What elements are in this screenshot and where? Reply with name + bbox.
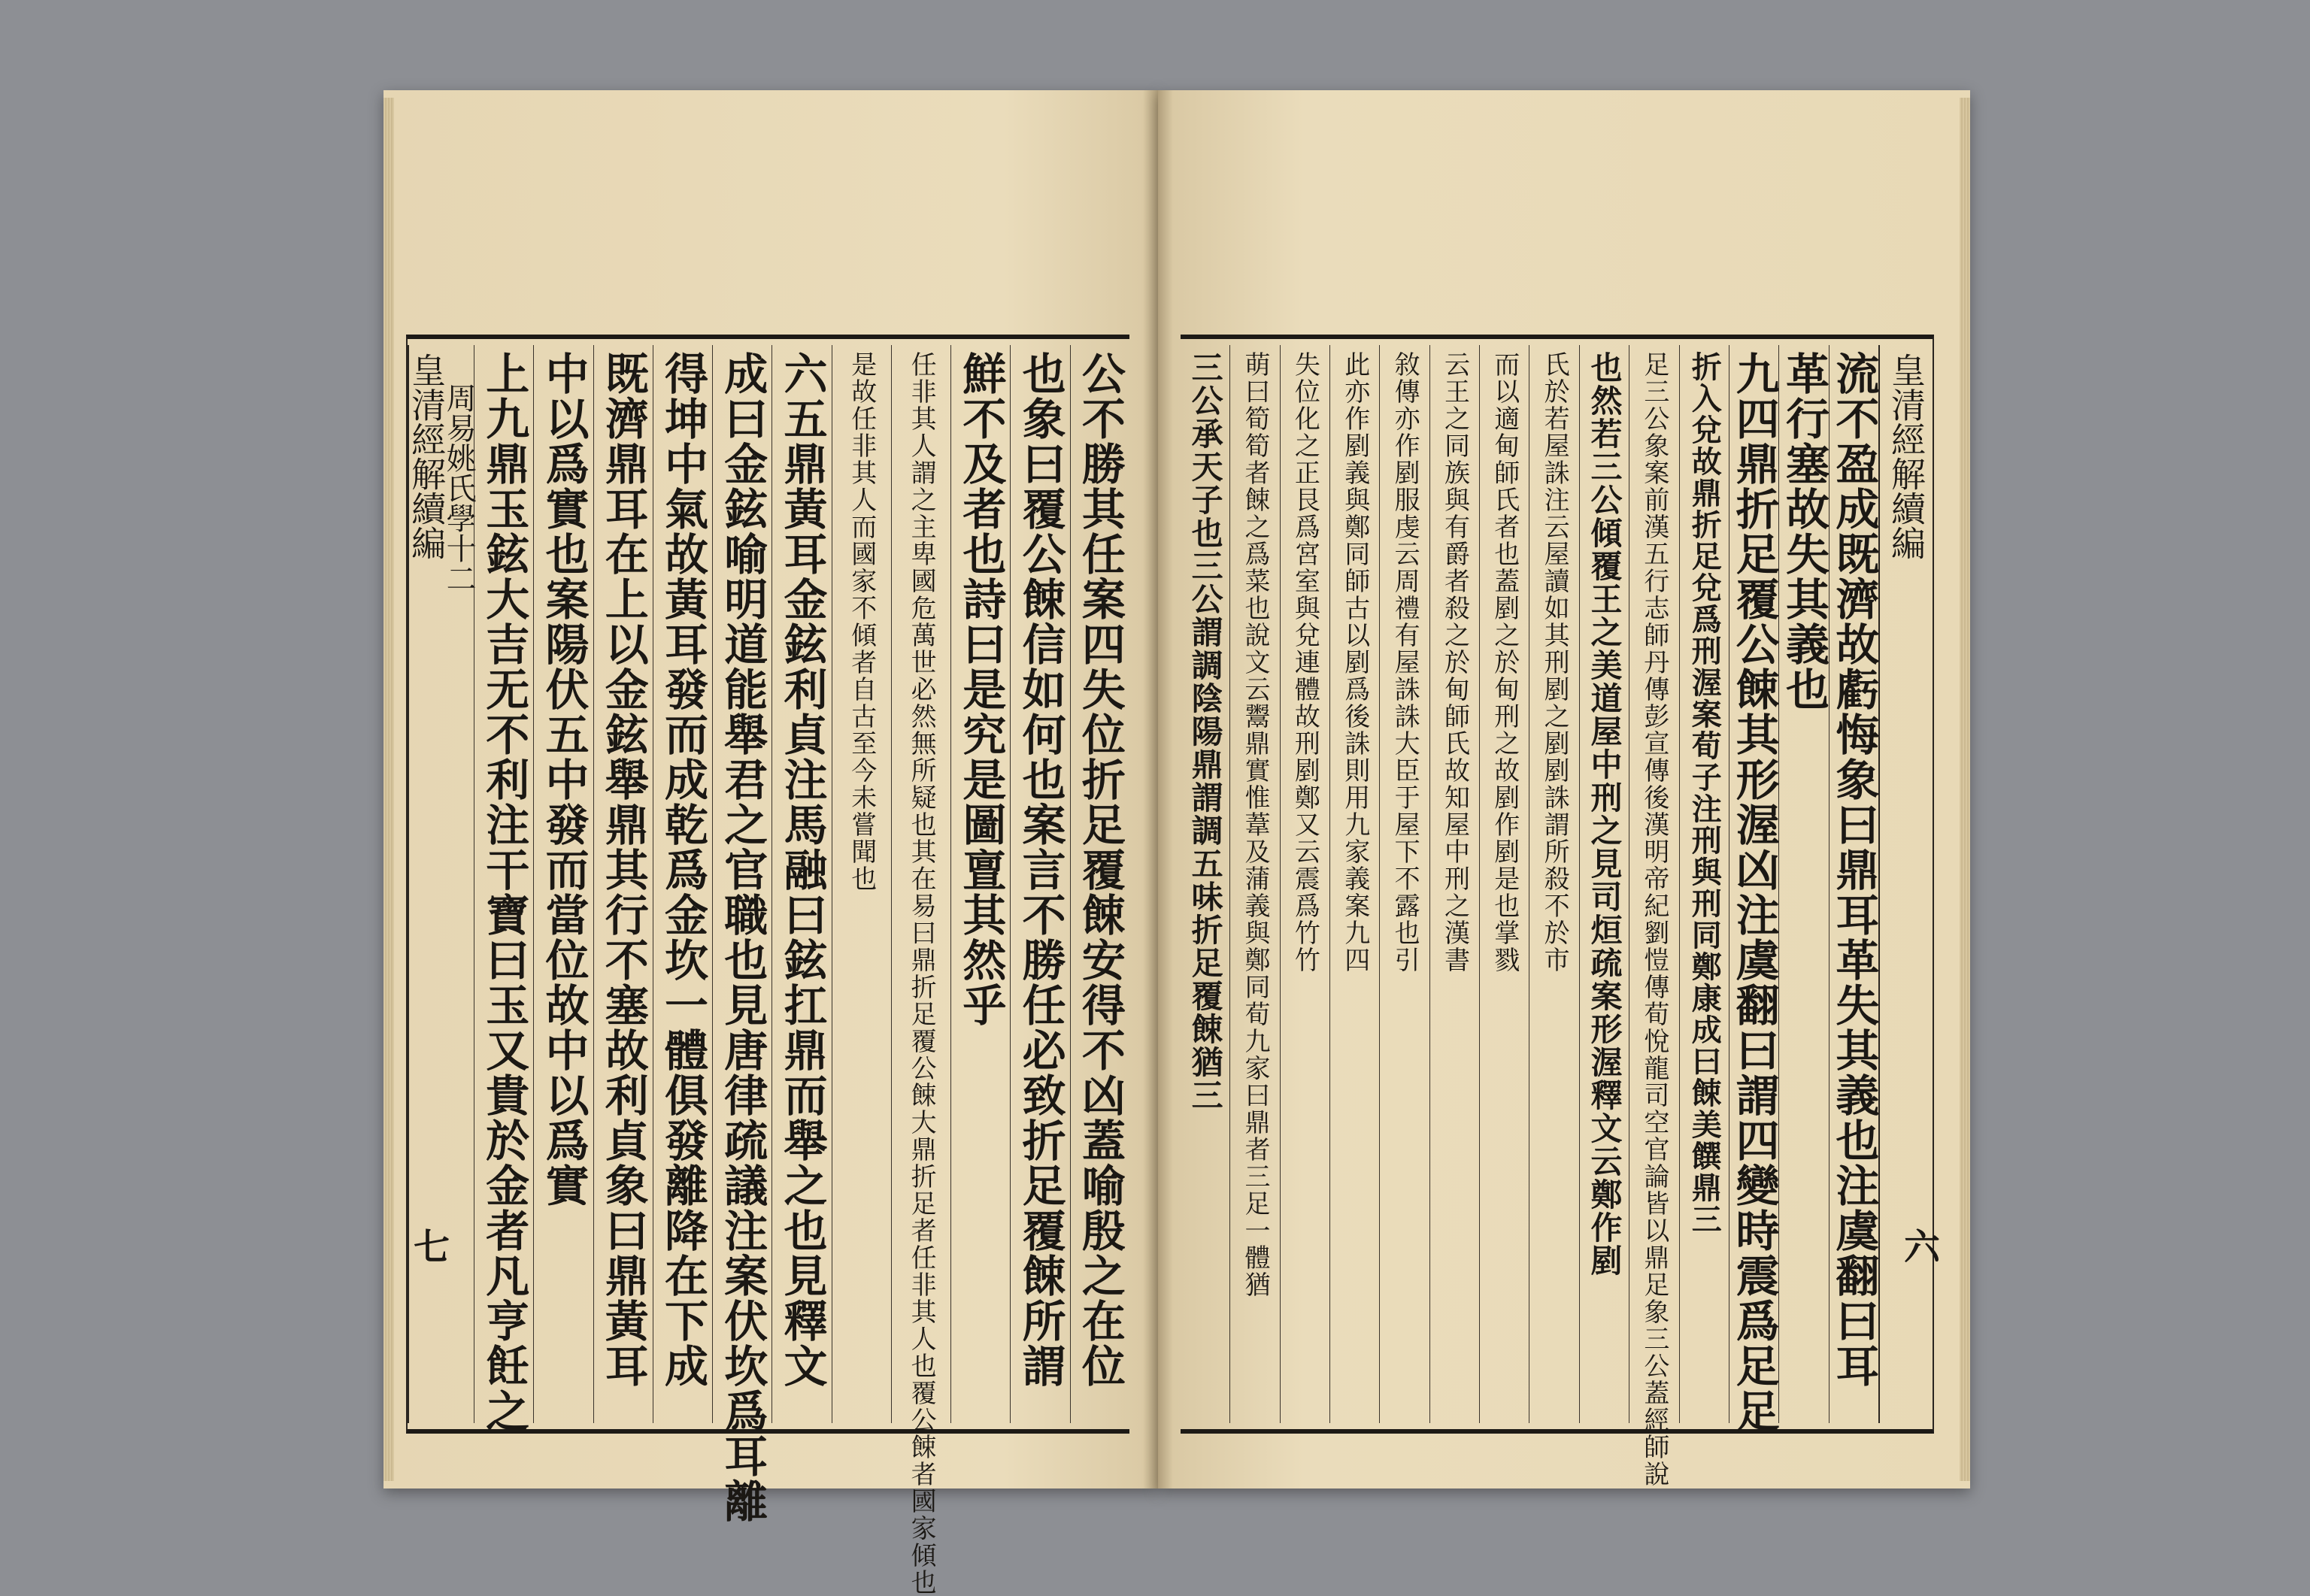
open-book bbox=[383, 90, 1970, 1596]
text-column bbox=[1829, 345, 1878, 1423]
text-column bbox=[832, 345, 891, 1423]
column-text-small: 氏於若屋誅注云屋讀如其刑剭之剭剭誅謂所殺不於市 bbox=[1539, 351, 1570, 974]
column-text: 既濟鼎耳在上以金鉉舉鼎其行不塞故利貞象曰鼎黃耳 bbox=[597, 351, 649, 1389]
column-text: 六五鼎黃耳金鉉利貞注馬融曰鉉扛鼎而舉之也見釋文 bbox=[776, 351, 828, 1389]
column-text: 折入兌故鼎折足兌爲刑渥案荀子注刑與刑同鄭康成曰餗美饌鼎三 bbox=[1687, 351, 1723, 1235]
text-column bbox=[891, 345, 950, 1596]
left-page bbox=[383, 90, 1158, 1596]
left-columns bbox=[406, 345, 1129, 1596]
right-text-frame bbox=[1181, 335, 1934, 1488]
left-page-number: 七 bbox=[414, 1226, 450, 1268]
column-text: 流不盈成既濟故虧悔象曰鼎耳革失其義也注虞翻曰耳 bbox=[1828, 351, 1880, 1389]
column-text-small: 萌曰筍筍者餗之爲菜也說文云鬻鼎實惟葦及蒲義與鄭同荀九家曰鼎者三足一體猶 bbox=[1240, 351, 1270, 1298]
column-text: 也然若三公傾覆王之美道屋中刑之見司烜疏案形渥釋文云鄭作剭 bbox=[1586, 351, 1623, 1277]
text-column bbox=[533, 345, 593, 1423]
column-text-small: 是故任非其人而國家不傾者自古至今未嘗聞也 bbox=[846, 351, 877, 892]
right-margin-title: 皇清經解續編 bbox=[1886, 353, 1927, 560]
text-column bbox=[1728, 345, 1780, 1434]
column-text: 革行塞故失其義也 bbox=[1778, 351, 1830, 712]
text-column bbox=[1010, 345, 1069, 1423]
text-column bbox=[1379, 345, 1429, 1423]
text-column bbox=[653, 345, 712, 1423]
column-text: 上九鼎玉鉉大吉无不利注干寶曰玉又貴於金者凡亨飪之 bbox=[478, 351, 530, 1434]
text-column bbox=[1280, 345, 1329, 1423]
text-column bbox=[1181, 345, 1229, 1423]
text-column bbox=[1579, 345, 1629, 1423]
text-column bbox=[1629, 345, 1678, 1488]
column-text: 公不勝其任案四失位折足覆餗安得不凶蓋喻殷之在位 bbox=[1074, 351, 1126, 1389]
column-text-small: 此亦作剭義與鄭同師古以剭爲後誅則用九家義案九四 bbox=[1339, 351, 1370, 974]
right-page-edge bbox=[1960, 98, 1970, 1481]
column-text-small: 任非其人謂之主卑國危萬世必然無所疑也其在易曰鼎折足覆公餗大鼎折足者任非其人也覆公餗者國家傾也 bbox=[906, 351, 937, 1596]
column-text: 九四鼎折足覆公餗其形渥凶注虞翻曰謂四變時震爲足足 bbox=[1728, 351, 1780, 1434]
text-column bbox=[950, 345, 1010, 1423]
right-columns bbox=[1181, 345, 1933, 1488]
book-gutter bbox=[1143, 90, 1173, 1488]
column-text-small: 敘傳亦作剭服虔云周禮有屋誅誅大臣于屋下不露也引 bbox=[1390, 351, 1420, 974]
column-text: 鮮不及者也詩曰是究是圖亶其然乎 bbox=[955, 351, 1007, 1028]
column-text: 中以爲實也案陽伏五中發而當位故中以爲實 bbox=[538, 351, 590, 1208]
text-column bbox=[772, 345, 831, 1423]
text-column bbox=[1479, 345, 1529, 1423]
text-column bbox=[1529, 345, 1578, 1423]
text-column bbox=[1778, 345, 1828, 1423]
left-margin-subtitle: 周易姚氏學十二 bbox=[441, 383, 477, 593]
text-column bbox=[1229, 345, 1279, 1423]
column-text-small: 失位化之正艮爲宮室與兌連體故刑剭鄭又云震爲竹竹 bbox=[1290, 351, 1320, 974]
column-text-small: 而以適甸師氏者也蓋剭之於甸刑之故剭作剭是也掌戮 bbox=[1489, 351, 1520, 974]
column-text: 三公承天子也三公謂調陰陽鼎謂調五味折足覆餗猶三 bbox=[1187, 351, 1224, 1112]
text-column bbox=[1679, 345, 1729, 1423]
text-column bbox=[1329, 345, 1379, 1423]
column-text: 得坤中氣故黃耳發而成乾爲金坎一體俱發離降在下成 bbox=[657, 351, 708, 1389]
text-column bbox=[474, 345, 533, 1434]
text-column bbox=[1070, 345, 1129, 1423]
text-column bbox=[1429, 345, 1479, 1423]
text-column bbox=[593, 345, 653, 1423]
column-text-small: 云王之同族與有爵者殺之於甸師氏故知屋中刑之漢書 bbox=[1439, 351, 1470, 974]
column-text: 也象曰覆公餗信如何也案言不勝任必致折足覆餗所謂 bbox=[1014, 351, 1066, 1389]
left-margin-title: 皇清經解續編 bbox=[406, 353, 447, 560]
left-text-frame bbox=[406, 335, 1129, 1596]
right-page bbox=[1158, 90, 1970, 1488]
column-text-small: 足三公象案前漢五行志師丹傳彭宣傳後漢明帝紀劉愷傳荀悅龍司空官論皆以鼎足象三公蓋經師說 bbox=[1639, 351, 1669, 1488]
text-column bbox=[712, 345, 772, 1524]
left-page-edge bbox=[383, 98, 394, 1481]
right-page-number: 六 bbox=[1903, 1226, 1940, 1268]
column-text: 成曰金鉉喻明道能舉君之官職也見唐律疏議注案伏坎爲耳離 bbox=[717, 351, 768, 1524]
